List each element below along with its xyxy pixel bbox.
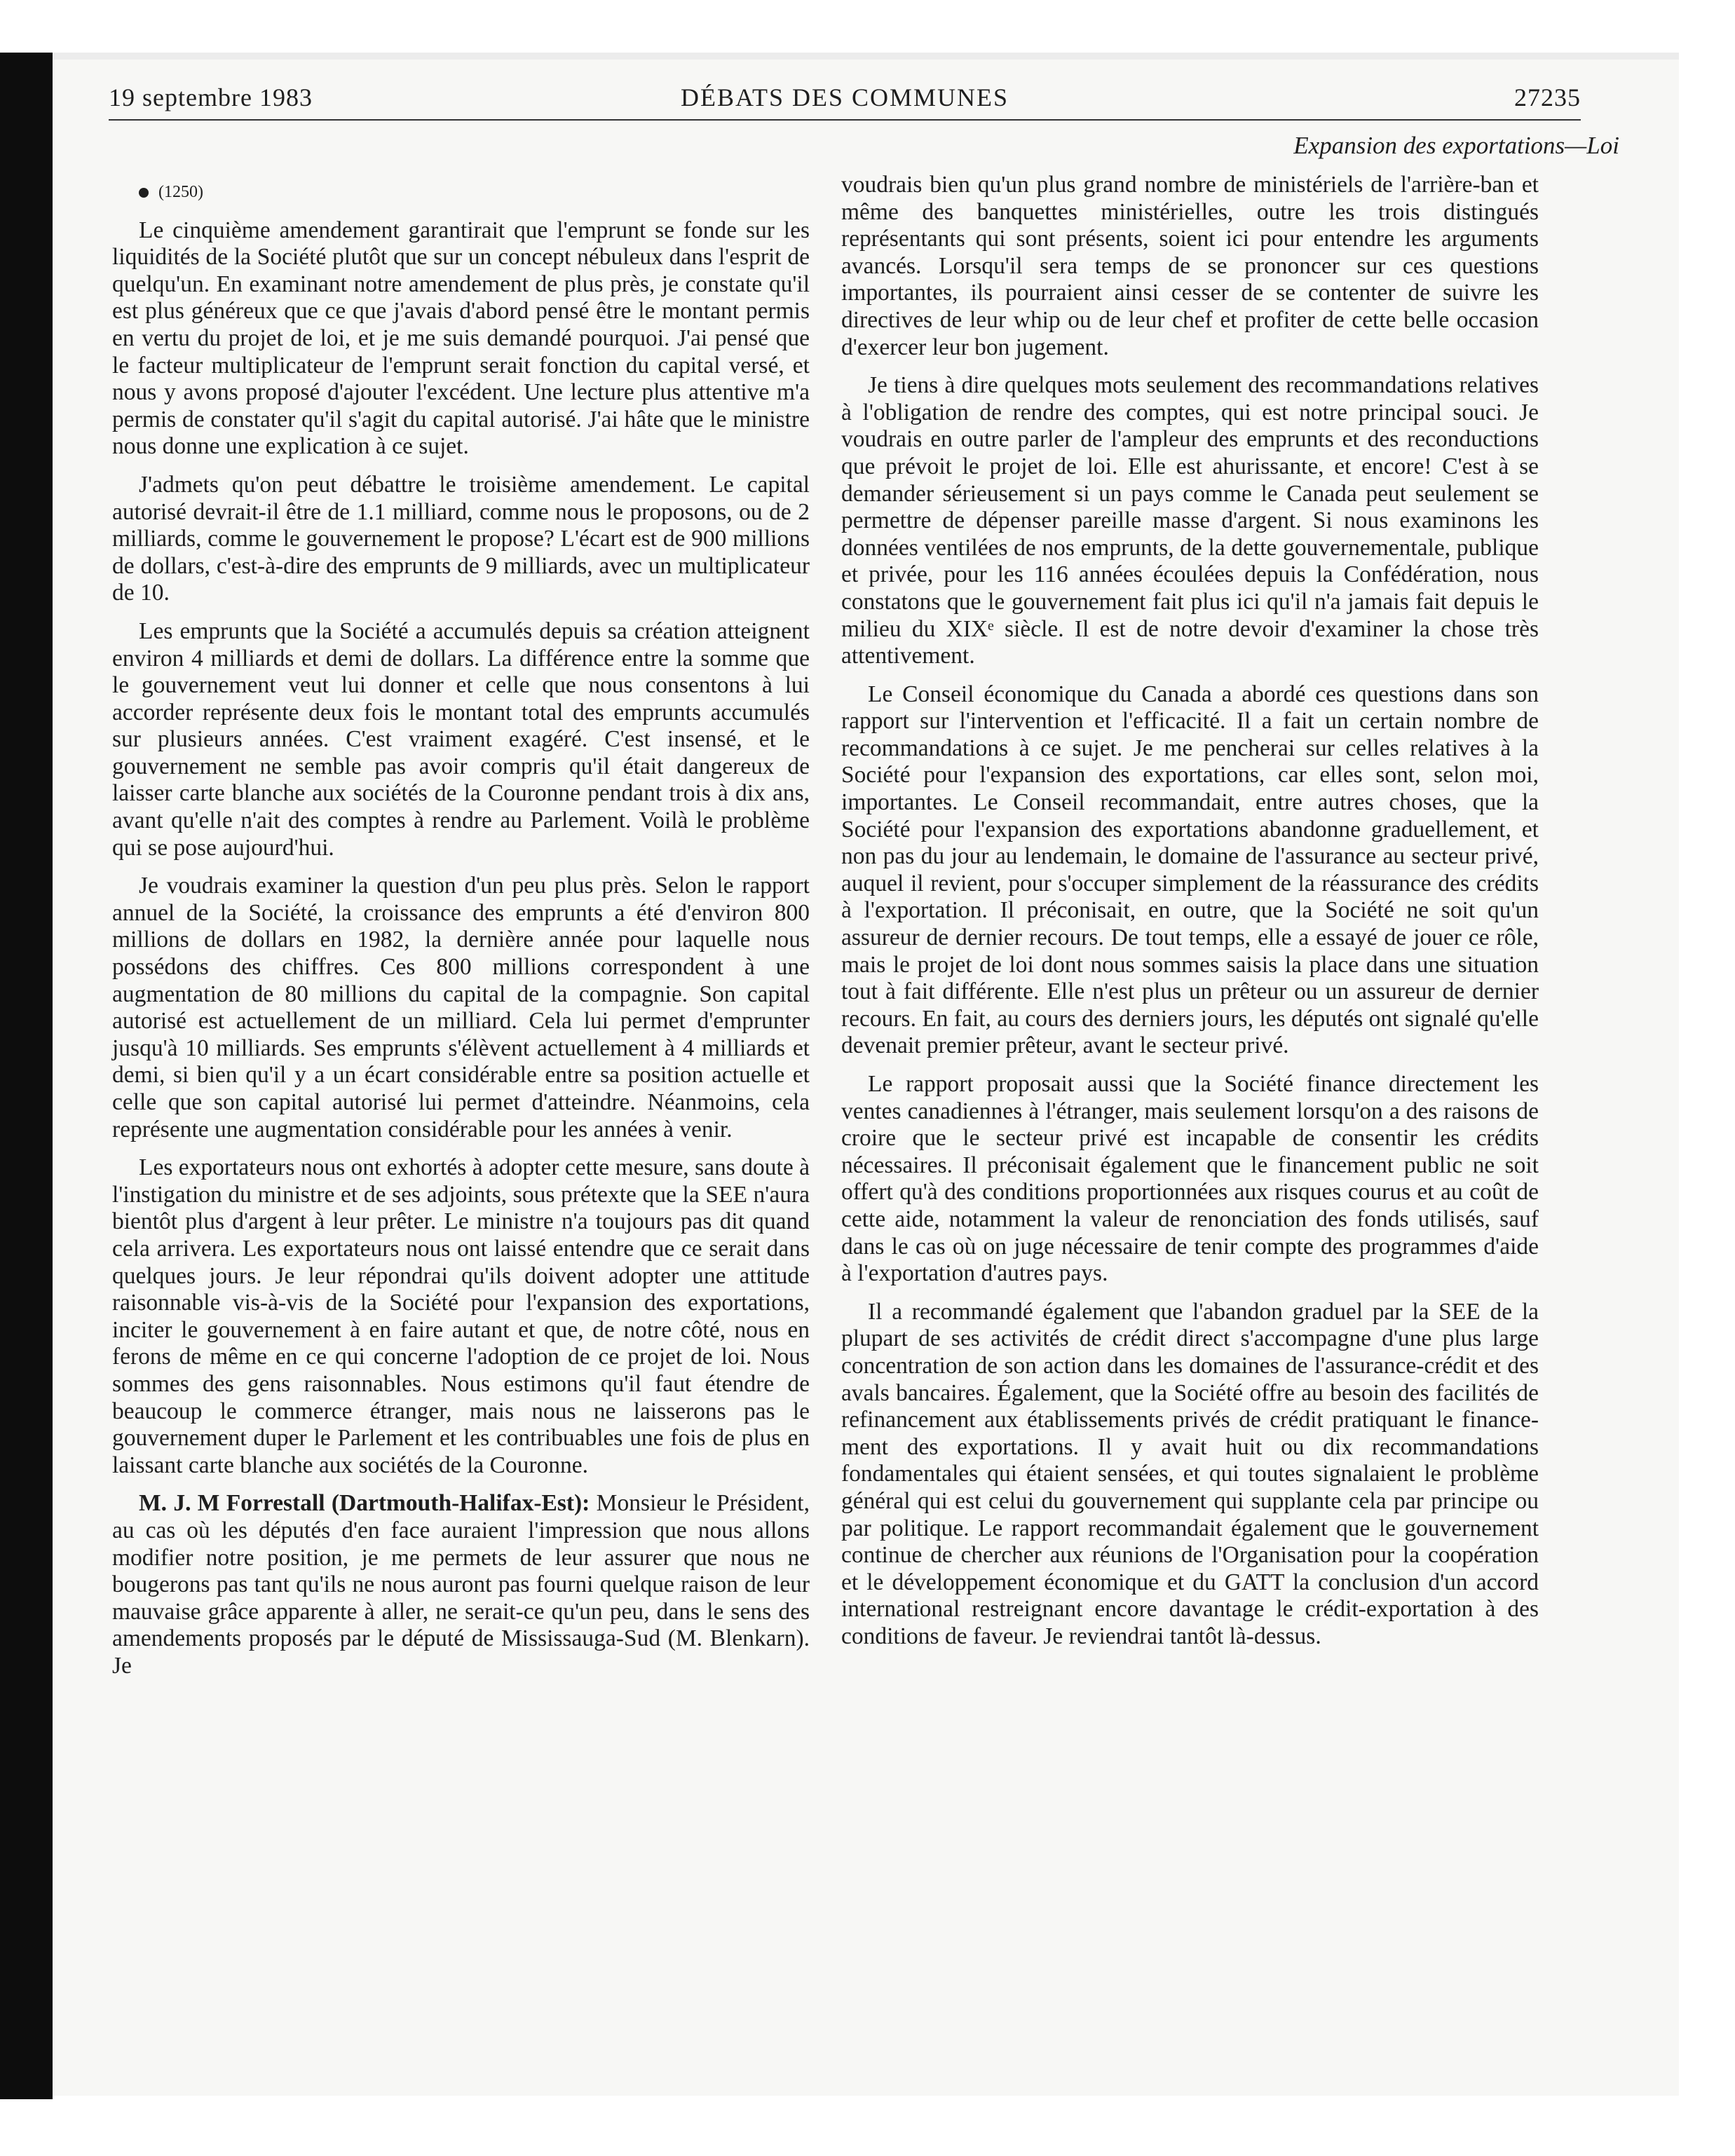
- section-title: Expansion des exportations—Loi: [1293, 132, 1619, 159]
- time-marker: [112, 179, 810, 206]
- paragraph: Le cinquième amendement garantirait que l'emprunt se fonde sur les liquidités de la Société plutôt que sur un concept nébuleux dans l'esprit de quelqu'un. En examinant notre amendement de plus près, je constate qu'il est plus généreux que ce que j'avais d'abord pensé être le montant permis en vertu du projet de loi, et je me suis demandé pourquoi. J'ai pensé que le facteur multiplicateur de l'emprunt serait fonction du capital versé, et nous y avons proposé d'ajouter l'excédent. Une lecture plus attentive m'a permis de constater qu'il s'agit du capital autorisé. J'ai hâte que le ministre nous donne une explication à ce sujet.: [112, 217, 810, 460]
- speech-paragraph: [112, 1490, 810, 1679]
- paragraph: J'admets qu'on peut débattre le troisième amendement. Le capital autorisé devrait-il être de 1.1 milliard, comme nous le proposons, ou de 2 milliards, comme le gouvernement le propose? L'écart est de 900 millions de dollars, c'est-à-dire des emprunts de 9 milliards, avec un multiplicateur de 10.: [112, 471, 810, 606]
- scan-edge-top: [53, 53, 1679, 60]
- scan-edge-left: [0, 53, 53, 2099]
- bullet-icon: [139, 188, 149, 198]
- paragraph: Je voudrais examiner la question d'un peu plus près. Selon le rapport annuel de la Société, la croissance des emprunts a été d'environ 800 millions de dollars en 1982, la dernière année pour laquelle nous possédons des chiffres. Ces 800 millions correspondent à une augmentation de 80 millions du capital de la compagnie. Son capital autorisé est actuellement de un milliard. Cela lui permet d'emprunter jusqu'à 10 milliards. Ses emprunts s'élèvent actuellement à 4 milliards et demi, si bien qu'il y a un écart considérable entre sa position actuelle et celle que son capital autorisé lui permet d'atteindre. Néanmoins, cela représente une augmentation considérable pour les années à venir.: [112, 873, 810, 1142]
- header-publication: DÉBATS DES COMMUNES: [680, 83, 1009, 111]
- header-rule: [109, 119, 1581, 121]
- time-marker-label: (1250): [158, 183, 203, 201]
- speaker-name: M. J. M Forrestall (Dartmouth-Halifax-Est):: [139, 1490, 590, 1517]
- paragraph: Il a recommandé également que l'abandon graduel par la SEE de la plupart de ses activités de crédit direct s'accompagne d'une plus large concentration de son action dans les domaines de l'assurance-crédit et des avals bancaires. Également, que la Société offre au besoin des facilités de refinancement aux établissements privés de crédit pratiquant le financement des exportations. Il y avait huit ou dix recommandations fondamentales qui étaient sensées, et qui toutes signalaient le problème général qui est celui du gouvernement qui supplante cela par principe ou par politique. Le rapport recommandait également que le gouvernement continue de chercher aux réunions de l'Organisation pour la coopération et le développement économique et du GATT la conclusion d'un accord international restreignant encore davantage le crédit-exportation à des conditions de faveur. Je reviendrai tantôt là-dessus.: [841, 1298, 1539, 1649]
- paragraph: Les emprunts que la Société a accumulés depuis sa création atteignent environ 4 milliards et demi de dollars. La différence entre la somme que le gouvernement veut lui donner et celle que nous consentons à lui accorder représente deux fois le montant total des emprunts accumulés sur plusieurs années. C'est vraiment exagéré. C'est insensé, et le gouvernement ne semble pas avoir compris qu'il était dangereux de laisser carte blanche aux sociétés de la Couronne pendant trois à dix ans, avant qu'elle n'ait des comptes à rendre au Parlement. Voilà le problème qui se pose aujourd'hui.: [112, 618, 810, 861]
- paragraph: Les exportateurs nous ont exhortés à adopter cette mesure, sans doute à l'instigation du ministre et de ses adjoints, sous prétexte que la SEE n'aura bientôt plus d'argent à leur prêter. Le ministre n'a toujours pas dit quand cela arrivera. Les exportateurs nous ont laissé entendre que ce serait dans quelques jours. Je leur répondrai qu'ils doivent adopter une attitude raisonnable vis-à-vis de la Société pour l'expansion des exportations, inciter le gouvernement à en faire autant et que, de notre côté, nous en ferons de même en ce qui concerne l'adoption de ce projet de loi. Nous sommes des gens raisonnables. Nous estimons qu'il faut étendre de beaucoup le commerce étranger, mais nous ne laisserons pas le gouvernement duper le Parlement et les contribuables une fois de plus en laissant carte blanche aux sociétés de la Couronne.: [112, 1154, 810, 1478]
- right-column: [841, 172, 1539, 1661]
- header-date: 19 septembre 1983: [109, 83, 313, 111]
- left-column: [112, 179, 810, 1691]
- paragraph: Le Conseil économique du Canada a abordé ces questions dans son rapport sur l'intervention et l'efficacité. Il a fait un certain nombre de recommandations à ce sujet. Je me pencherai sur celles relatives à la Société pour l'expansion des exportations, car elles sont, selon moi, importantes. Le Conseil recommandait, entre autres choses, que la Société pour l'expansion des exportations abandonne graduellement, et non pas du jour au lendemain, le domaine de l'assurance au secteur privé, auquel il revient, pour s'occuper simplement de la réassurance des crédits à l'exportation. Il préconisait, en outre, que la Société ne soit qu'un assureur de dernier recours. De tout temps, elle a essayé de jouer ce rôle, mais le projet de loi dont nous sommes saisis la place dans une situation tout à fait différente. Elle n'est plus un prêteur ou un assureur de dernier recours. En fait, au cours des derniers jours, les députés ont signalé qu'elle devenait premier prêteur, avant le secteur privé.: [841, 681, 1539, 1059]
- running-head: [109, 83, 1581, 118]
- continued-paragraph: voudrais bien qu'un plus grand nombre de ministériels de l'arrière-ban et même des banquettes ministérielles, outre les trois distingués représentants qui sont présents, soient ici pour entendre les arguments avancés. Lorsqu'il sera temps de se prononcer sur ces questions importantes, ils pourraient ainsi cesser de se contenter de suivre les directives de leur whip ou de leur chef et profiter de cette belle occasion d'exercer leur bon jugement.: [841, 172, 1539, 360]
- paragraph: Le rapport proposait aussi que la Société finance directement les ventes canadiennes à l'étranger, mais seulement lorsqu'on a des raisons de croire que le secteur privé est incapable de consentir les crédits nécessaires. Il préconisait également que le financement public ne soit offert qu'à des conditions proportionnées aux risques courus et au coût de cette aide, notamment la valeur de renonciation des fonds utilisés, sauf dans le cas où on juge nécessaire de tenir compte des programmes d'aide à l'exportation d'autres pays.: [841, 1071, 1539, 1287]
- paragraph: Je tiens à dire quelques mots seulement des recommandations relatives à l'obligation de rendre des comptes, qui est notre principal souci. Je voudrais en outre parler de l'ampleur des emprunts et des reconductions que prévoit le projet de loi. Elle est ahurissante, et encore! C'est à se demander sérieusement si un pays comme le Canada peut seulement se permettre de dépenser pareille masse d'argent. Si nous examinons les données ventilées de nos emprunts, de la dette gouvernementale, publique et privée, pour les 116 années écoulées depuis la Confédération, nous constatons que le gouvernement fait plus ici qu'il n'a jamais fait depuis le milieu du XIXᵉ siècle. Il est de notre devoir d'examiner la chose très attentivement.: [841, 372, 1539, 669]
- speech-text: Monsieur le Président, au cas où les députés d'en face auraient l'impression que nous allons modifier notre position, je me permets de leur assurer que nous ne bougerons pas tant qu'ils ne nous auront pas fourni quelque raison de leur mauvaise grâce apparente à aller, ne serait-ce qu'un peu, dans le sens des amendements proposés par le député de Mississauga-Sud (M. Blenkarn). Je: [112, 1490, 810, 1679]
- header-page-number: 27235: [1514, 83, 1581, 111]
